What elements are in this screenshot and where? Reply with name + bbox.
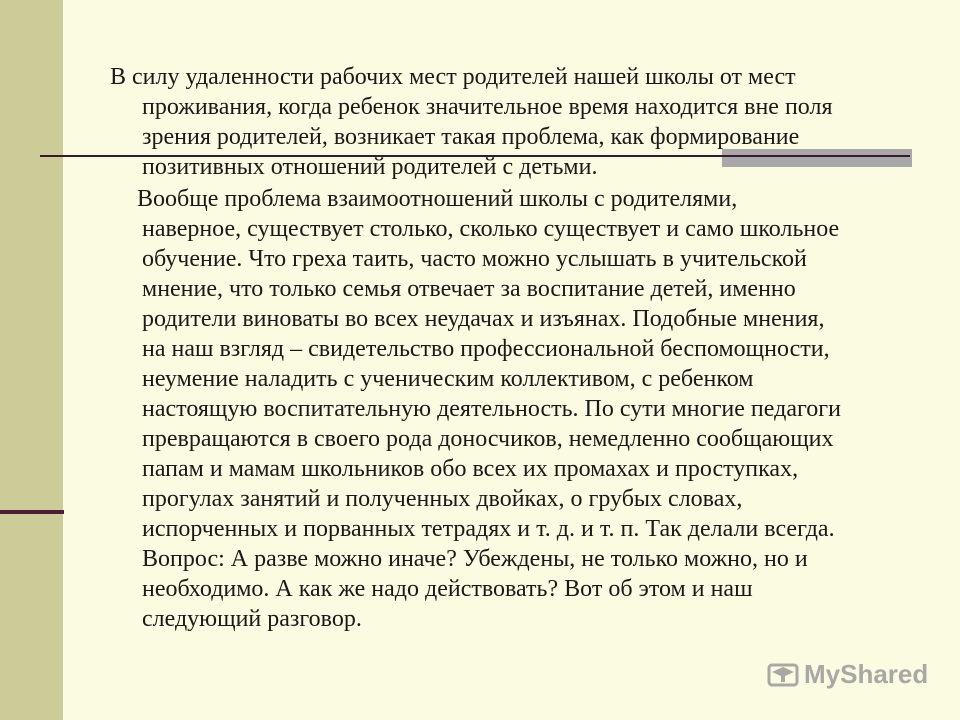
mortarboard-icon: [766, 657, 800, 691]
myshared-watermark: [766, 657, 928, 691]
left-band-accent-bar: [0, 510, 64, 514]
paragraph-2: Вообще проблема взаимоотношений школы с родителями, наверное, существует столько, сколько существует и само школьное обучение. Что греха таить, часто можно услышать в учительской мнение, что только семья отвечает за воспитание детей, именно родители виноваты во всех неудачах и изъянах. Подобные мнения, на наш взгляд – свидетельство профессиональной беспомощности, неумение наладить с ученическим коллективом, с ребенком настоящую воспитательную деятельность. По сути многие педагоги превращаются в своего рода доносчиков, немедленно сообщающих папам и мамам школьников обо всех их промахах и проступках, прогулах занятий и полученных двойках, о грубых словах, испорченных и порванных тетрадях и т. д. и т. п. Так делали всегда. Вопрос: А разве можно иначе? Убеждены, не только можно, но и необходимо. А как же надо действовать? Вот об этом и наш следующий разговор.: [137, 186, 841, 632]
paragraph-1: В силу удаленности рабочих мест родителей нашей школы от мест проживания, когда ребенок значительное время находится вне поля зрения родителей, возникает такая проблема, как формирование позитивных отношений родителей с детьми.: [110, 64, 833, 180]
slide-body: [110, 62, 935, 634]
left-decorative-band: [0, 0, 63, 720]
watermark-text: MyShared: [804, 658, 929, 689]
